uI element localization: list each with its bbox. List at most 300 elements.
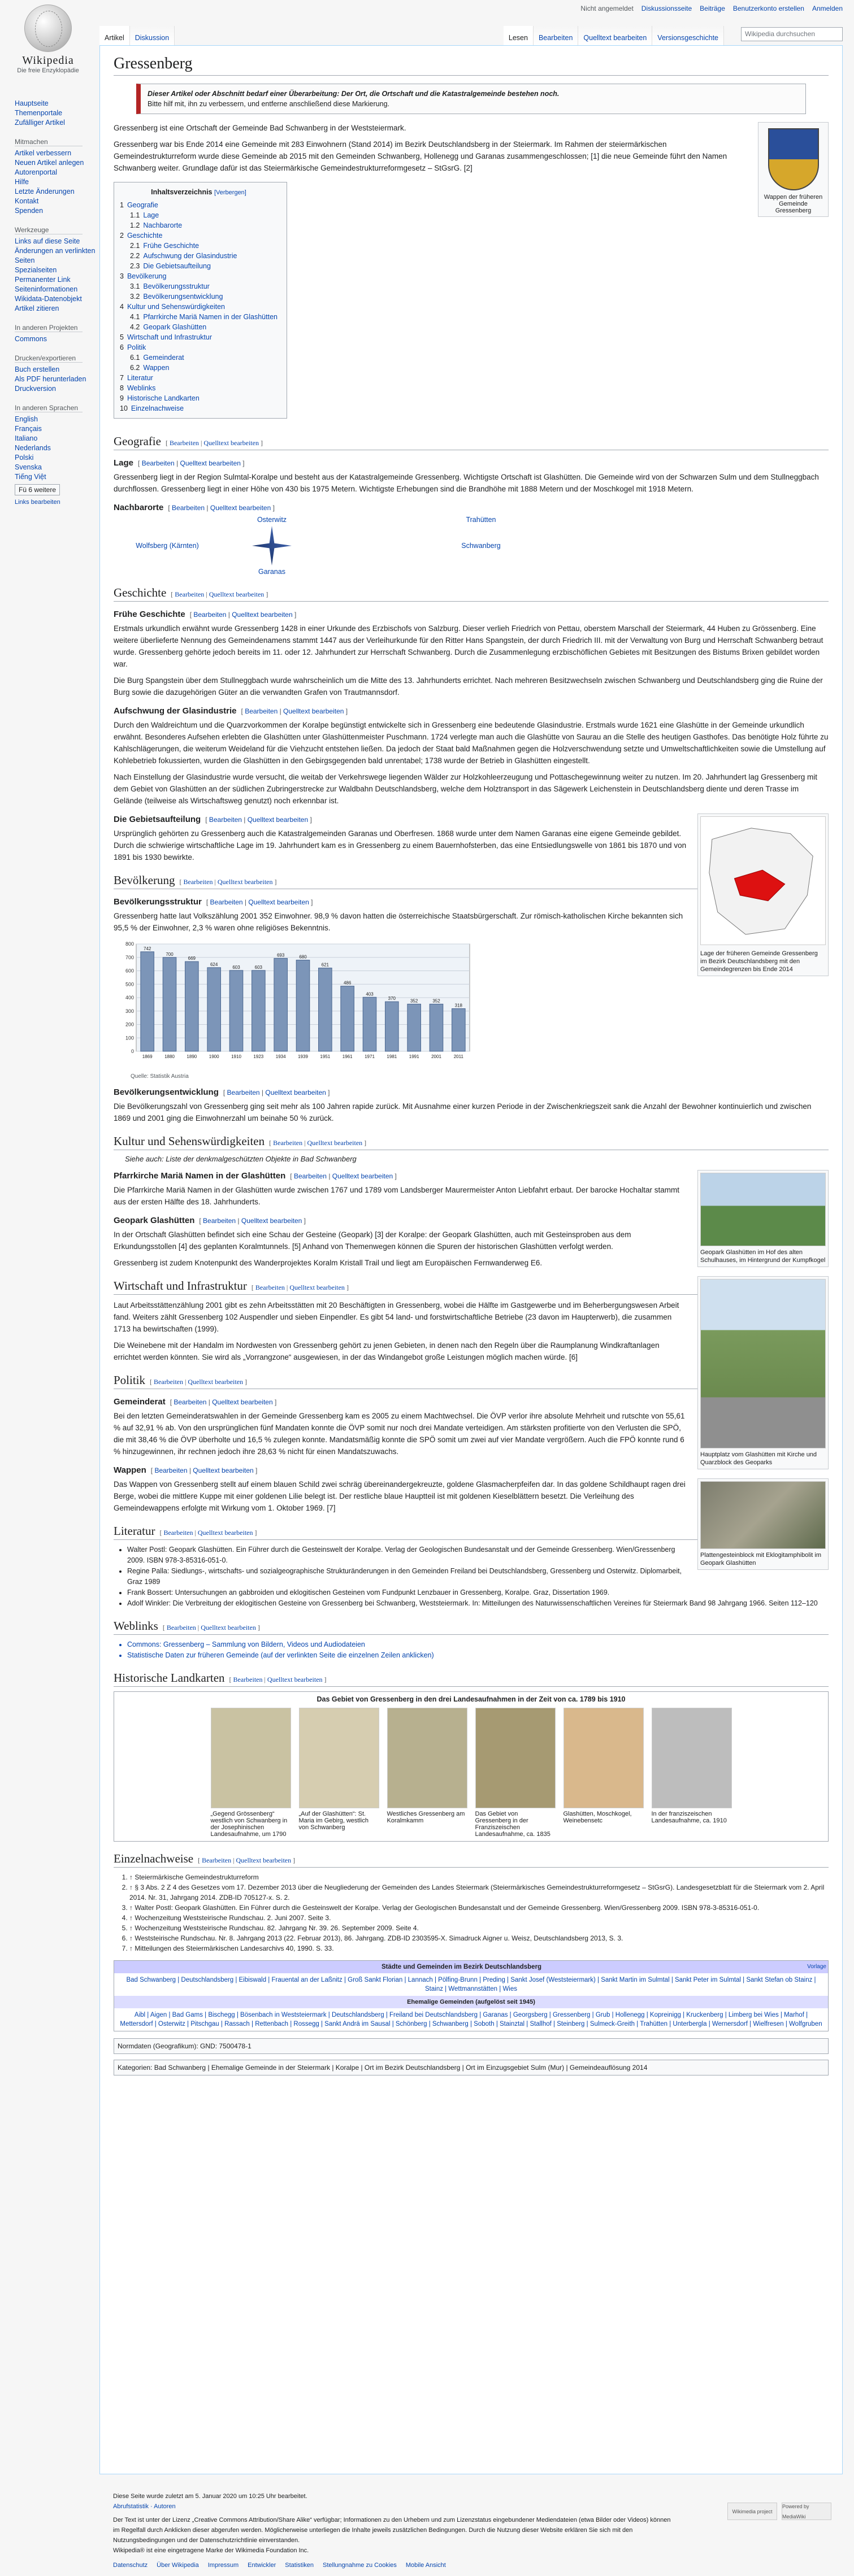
- toc-item[interactable]: [120, 200, 278, 210]
- logo-tagline: Die freie Enzyklopädie: [17, 67, 79, 74]
- sidebar-item-commons[interactable]: Commons: [15, 335, 47, 343]
- tab-edit-source[interactable]: Quelltext bearbeiten: [578, 26, 652, 45]
- heading-text: Pfarrkirche Mariä Namen in der Glashütten: [114, 1171, 286, 1181]
- sidebar-lang-pl[interactable]: Polski: [15, 454, 34, 462]
- section-edit-links: [ Bearbeiten | Quelltext bearbeiten ]: [205, 816, 312, 824]
- footer: [99, 2486, 843, 2576]
- edit-source-link[interactable]: Quelltext bearbeiten: [188, 1378, 244, 1386]
- sidebar-item[interactable]: Kontakt: [15, 197, 39, 205]
- literature-item: • Frank Bossert: Untersuchungen an gabbroiden und eklogitischen Gesteinen vom Fundpunkt Lenzbauer in Gressenberg, Koralpe. Graz, Dissertation 1969.: [127, 1587, 829, 1598]
- heading-geografie: [114, 434, 829, 450]
- intro-paragraph-1: Gressenberg ist eine Ortschaft der Gemeinde Bad Schwanberg in der Weststeiermark.: [114, 124, 406, 132]
- toc-number: 4: [120, 303, 124, 311]
- footer-link[interactable]: Impressum: [207, 2562, 239, 2569]
- toc-number: 4.2: [130, 323, 140, 331]
- y-tick-label: 600: [125, 968, 134, 974]
- sidebar-item[interactable]: Seiteninformationen: [15, 285, 78, 293]
- x-tick-label: 2001: [431, 1054, 441, 1059]
- sidebar-lang-sv[interactable]: Svenska: [15, 463, 42, 471]
- edit-source-link[interactable]: Quelltext bearbeiten: [267, 1676, 323, 1683]
- tab-article[interactable]: Artikel: [99, 26, 130, 45]
- toc-label[interactable]: Geopark Glashütten: [143, 323, 207, 331]
- data-label: 693: [276, 952, 285, 958]
- edit-source-link[interactable]: Quelltext bearbeiten: [332, 1172, 393, 1180]
- navbox-edit-link[interactable]: Vorlage: [807, 1964, 826, 1970]
- edit-link[interactable]: Bearbeiten: [163, 1529, 193, 1537]
- toc-label[interactable]: Aufschwung der Glasindustrie: [143, 252, 237, 260]
- x-tick-label: 1981: [387, 1054, 397, 1059]
- y-tick-label: 300: [125, 1008, 134, 1014]
- sidebar-item[interactable]: Links auf diese Seite: [15, 237, 80, 245]
- edit-link[interactable]: Bearbeiten: [193, 611, 227, 619]
- y-tick-label: 0: [131, 1048, 134, 1054]
- section-edit-links: [ Bearbeiten | Quelltext bearbeiten ]: [162, 1624, 260, 1631]
- edit-source-link[interactable]: Quelltext bearbeiten: [209, 590, 265, 598]
- heading-lage: [114, 458, 829, 468]
- toc-list: [120, 200, 278, 414]
- data-label: 352: [410, 998, 418, 1004]
- x-tick-label: 1923: [253, 1054, 264, 1059]
- toc-item[interactable]: [120, 373, 278, 383]
- heading-glasindustrie: [114, 706, 829, 716]
- reference-item: 5. ↑ Wochenzeitung Weststeirische Rundschau. 82. Jahrgang Nr. 39. 26. September 2009. Seite 4.: [129, 1923, 829, 1933]
- data-label: 621: [321, 962, 330, 968]
- toc-item[interactable]: [120, 210, 278, 220]
- wirtschaft-paragraph: Laut Arbeitsstättenzählung 2001 gibt es zehn Arbeitsstätten mit 20 Beschäftigten in Gressenberg, wobei die Hälfte im Gastgewerbe und im Beherbergungswesen Arbeit fand. Weiters zählt Gressenberg 102 Auspendler und sieben Einpendler. Es gibt 54 land- und forstwirtschaftliche Betriebe (23 davon im Haupterwerb), die zusammen 1713 ha bewirtschaften (1999).: [114, 1301, 679, 1333]
- coat-of-arms-box: [758, 122, 829, 217]
- toc-toggle[interactable]: [Verbergen]: [214, 189, 246, 196]
- toc-label[interactable]: Bevölkerungsstruktur: [143, 282, 210, 290]
- footer-last-edit: Diese Seite wurde zuletzt am 5. Januar 2020 um 10:25 Uhr bearbeitet.: [113, 2493, 307, 2500]
- toc-number: 6.2: [130, 364, 140, 372]
- sidebar-lang-nl[interactable]: Nederlands: [15, 444, 51, 452]
- search-input[interactable]: Wikipedia durchsuchen: [741, 27, 843, 41]
- footer-link[interactable]: Entwickler: [248, 2562, 276, 2569]
- sidebar-item[interactable]: Artikel zitieren: [15, 304, 59, 312]
- edit-source-link[interactable]: Quelltext bearbeiten: [265, 1089, 326, 1096]
- heading-text: Kultur und Sehenswürdigkeiten: [114, 1134, 265, 1148]
- x-tick-label: 1951: [320, 1054, 331, 1059]
- data-label: 624: [210, 961, 218, 967]
- footer-links: [113, 2560, 829, 2570]
- x-tick-label: 1869: [142, 1054, 153, 1059]
- sidebar-item[interactable]: Änderungen an verlinkten Seiten: [15, 247, 96, 264]
- bar: [319, 968, 332, 1051]
- commons-link[interactable]: • Commons: Gressenberg – Sammlung von Bildern, Videos und Audiodateien: [127, 1639, 829, 1650]
- toc-label[interactable]: Frühe Geschichte: [143, 242, 200, 250]
- x-tick-label: 1961: [342, 1054, 353, 1059]
- section-edit-links: [ Bearbeiten | Quelltext bearbeiten ]: [179, 878, 277, 886]
- section-edit-links: [ Bearbeiten | Quelltext bearbeiten ]: [251, 1283, 349, 1291]
- sidebar-item-hauptseite[interactable]: Hauptseite: [15, 99, 49, 107]
- footer-link[interactable]: Über Wikipedia: [157, 2562, 199, 2569]
- heading-text: Geografie: [114, 434, 161, 448]
- edit-link[interactable]: Bearbeiten: [255, 1283, 285, 1291]
- x-tick-label: 1890: [187, 1054, 197, 1059]
- navbox-former-municipalities[interactable]: Aibl | Aigen | Bad Gams | Bischegg | Bösenbach in Weststeiermark | Deutschlandsberg | Freiland bei Deutschlandsberg | Garanas | Georgsberg | Gressenberg | Grub | Hollenegg | Kopreinigg | Kruckenberg | Limberg bei Wies | Marhof | Mettersdorf | Osterwitz | Pitschgau | Rassach | Rettenbach | Rossegg | Sankt Andrä im Sausal | Schönberg | Schwanberg | Soboth | Stainztal | Stallhof | Steinberg | Sulmeck-Greith | Trahütten | Unterbergla | Wernersdorf | Wielfresen | Wolfgruben: [120, 2012, 822, 2027]
- section-edit-links: [ Bearbeiten | Quelltext bearbeiten ]: [241, 707, 348, 715]
- heading-text: Lage: [114, 458, 134, 468]
- data-label: 669: [188, 956, 196, 961]
- statistics-link[interactable]: • Statistische Daten zur früheren Gemeinde (auf der verlinkten Seite die einzelnen Zeilen anklicken): [127, 1650, 829, 1661]
- edit-link[interactable]: Bearbeiten: [233, 1676, 263, 1683]
- toc-number: 2.1: [130, 242, 140, 250]
- neighbour-south[interactable]: Garanas: [258, 568, 285, 576]
- toc-item[interactable]: [120, 363, 278, 373]
- edit-source-link[interactable]: Quelltext bearbeiten: [212, 1398, 273, 1406]
- heading-text: Aufschwung der Glasindustrie: [114, 706, 237, 716]
- bar: [185, 961, 199, 1051]
- sidebar-lang-en[interactable]: English: [15, 415, 38, 423]
- bar: [363, 997, 376, 1051]
- literature-item: • Regine Palla: Siedlungs-, wirtschafts- und sozialgeographische Strukturänderungen in den Gemeinden Freiland bei Deutschlandsberg, Gressenberg und Osterwitz. Diplomarbeit, Graz 1989: [127, 1566, 829, 1587]
- edit-source-link[interactable]: Quelltext bearbeiten: [307, 1139, 363, 1147]
- heading-kultur: [114, 1134, 829, 1150]
- toc-label[interactable]: Literatur: [127, 374, 153, 382]
- toc-label[interactable]: Politik: [127, 343, 146, 351]
- toc-item[interactable]: [120, 251, 278, 261]
- gallery-caption: Das Gebiet von Gressenberg in den drei Landesaufnahmen in der Zeit von ca. 1789 bis 1910: [317, 1695, 626, 1703]
- toc-number: 7: [120, 374, 124, 382]
- sidebar-item[interactable]: Spenden: [15, 207, 44, 215]
- personal-tools: [580, 5, 843, 12]
- heading-text: Historische Landkarten: [114, 1671, 225, 1685]
- edit-link[interactable]: Bearbeiten: [154, 1467, 188, 1474]
- edit-source-link[interactable]: Quelltext bearbeiten: [210, 504, 271, 512]
- wappen-paragraph: Das Wappen von Gressenberg stellt auf einem blauen Schild zwei schräg übereinandergekreuzte, goldene Glasmacherpfeifen dar. In das goldene Schildhaupt ragen drei Berge, wobei die mittlere Kuppe mit einer goldenen Lilie belegt ist. Der restliche blaue Hauptteil ist mit goldenen Kieselblättern besetzt. Die Verleihung des Gemeindewappens erfolgte mit Wirkung vom 1. Oktober 1969. [7]: [114, 1480, 686, 1512]
- notice-line-2: Bitte hilf mit, ihn zu verbessern, und entferne anschließend diese Markierung.: [148, 100, 390, 108]
- bevoelkerungsentwicklung-paragraph: Die Bevölkerungszahl von Gressenberg ging seit mehr als 100 Jahren rapide zurück. Mit Ausnahme einer kurzen Periode in der Zwischenkriegszeit sank die Anzahl der Bewohner kontinuierlich und zwischen 1869 und 2001 ging die Einwohnerzahl um beinahe 50 % zurück.: [114, 1102, 812, 1122]
- bar: [274, 958, 288, 1051]
- toc-label[interactable]: Pfarrkirche Mariä Namen in der Glashütten: [143, 313, 278, 321]
- toc-label[interactable]: Bevölkerungsentwicklung: [143, 293, 223, 301]
- bar: [252, 971, 266, 1051]
- edit-link[interactable]: Bearbeiten: [227, 1089, 260, 1096]
- historic-map-image[interactable]: [299, 1708, 379, 1808]
- sidebar-item[interactable]: Permanenter Link: [15, 276, 71, 284]
- toc-number: 9: [120, 394, 124, 402]
- footer-link[interactable]: Mobile Ansicht: [405, 2562, 446, 2569]
- toc-item[interactable]: [120, 261, 278, 271]
- toc-label[interactable]: Bevölkerung: [127, 272, 167, 280]
- edit-links-link[interactable]: Links bearbeiten: [15, 499, 60, 506]
- coat-of-arms-caption: Wappen der früheren Gemeinde Gressenberg: [764, 194, 823, 214]
- data-label: 352: [432, 998, 440, 1004]
- edit-source-link[interactable]: Quelltext bearbeiten: [201, 1624, 256, 1631]
- toc-label[interactable]: Einzelnachweise: [131, 404, 184, 412]
- sidebar-item-random[interactable]: Zufälliger Artikel: [15, 119, 65, 127]
- toc-label[interactable]: Kultur und Sehenswürdigkeiten: [127, 303, 225, 311]
- navbox-subheading: Ehemalige Gemeinden (aufgelöst seit 1945): [114, 1996, 828, 2008]
- heading-text: Literatur: [114, 1524, 155, 1538]
- navbox-title: [114, 1961, 828, 1973]
- toc-label[interactable]: Nachbarorte: [143, 221, 183, 229]
- gallery-item: [652, 1708, 732, 1838]
- edit-link[interactable]: Bearbeiten: [175, 590, 205, 598]
- edit-source-link[interactable]: Quelltext bearbeiten: [203, 439, 259, 447]
- section-edit-links: [ Bearbeiten | Quelltext bearbeiten ]: [198, 1856, 296, 1864]
- historic-map-image[interactable]: [387, 1708, 467, 1808]
- heading-text: Wappen: [114, 1465, 146, 1475]
- church-figure: [697, 1170, 829, 1267]
- gallery-item-caption: In der franziszeischen Landesaufnahme, ca. 1910: [651, 1811, 727, 1824]
- sidebar-item[interactable]: Hilfe: [15, 178, 29, 186]
- toc-label[interactable]: Geografie: [127, 201, 158, 209]
- contributions-link[interactable]: Beiträge: [700, 5, 725, 12]
- toc-item[interactable]: [120, 342, 278, 353]
- edit-link[interactable]: Bearbeiten: [245, 707, 278, 715]
- sidebar-heading-drucken: Drucken/exportieren: [15, 354, 83, 363]
- toc-label[interactable]: Wappen: [143, 364, 170, 372]
- create-account-link[interactable]: Benutzerkonto erstellen: [732, 5, 804, 12]
- section-edit-links: [ Bearbeiten | Quelltext bearbeiten ]: [170, 1398, 277, 1406]
- section-edit-links: [ Bearbeiten | Quelltext bearbeiten ]: [171, 590, 268, 598]
- geopark-paragraph: In der Ortschaft Glashütten befindet sich eine Schau der Gesteine (Geopark) [3] der Koralpe: der Geopark Glashütten, auch mit Gesteinsproben aus dem Erkundungsstollen [4] des geplanten Koralmtunnels. [5] Anhand von Themenwegen können die Spuren der historischen Glashütten verfolgt werden.: [114, 1230, 631, 1251]
- sidebar-item[interactable]: Autorenportal: [15, 168, 58, 176]
- historic-map-image[interactable]: [475, 1708, 556, 1808]
- sidebar-heading-mitmachen: Mitmachen: [15, 138, 83, 146]
- category-links[interactable]: Kategorien: Bad Schwanberg | Ehemalige Gemeinde in der Steiermark | Koralpe | Ort im Bezirk Deutschlandsberg | Ort im Einzugsgebiet Sulm (Mur) | Gemeindeauflösung 2014: [114, 2060, 829, 2075]
- weblinks-list: [127, 1639, 829, 1661]
- sidebar-item[interactable]: Buch erstellen: [15, 365, 60, 373]
- heading-karten: [114, 1671, 829, 1687]
- edit-link[interactable]: Bearbeiten: [293, 1172, 327, 1180]
- more-languages-button[interactable]: Fü 6 weitere: [15, 484, 60, 495]
- toc-number: 2: [120, 232, 124, 240]
- toc-label[interactable]: Weblinks: [127, 384, 156, 392]
- references-list: [129, 1872, 829, 1953]
- edit-link[interactable]: Bearbeiten: [172, 504, 205, 512]
- heading-text: Gemeinderat: [114, 1397, 166, 1407]
- pfarrkirche-paragraph: Die Pfarrkirche Mariä Namen in der Glashütten wurde zwischen 1767 und 1789 vom Landsberger Maurermeister Anton Liebfahrt erbaut. Der barocke Hochaltar stammt aus der ersten Hälfte des 18. Jahrhunderts.: [114, 1186, 679, 1206]
- sidebar-lang-it[interactable]: Italiano: [15, 434, 38, 442]
- toc-item[interactable]: [120, 332, 278, 342]
- tab-read[interactable]: Lesen: [504, 26, 534, 45]
- navbox-municipalities[interactable]: Bad Schwanberg | Deutschlandsberg | Eibiswald | Frauental an der Laßnitz | Groß Sankt Florian | Lannach | Pölfing-Brunn | Preding | Sankt Josef (Weststeiermark) | Sankt Martin im Sulmtal | Sankt Peter im Sulmtal | Sankt Stefan ob Stainz | Stainz | Wettmannstätten | Wies: [126, 1977, 816, 1992]
- heading-fruehe-geschichte: [114, 610, 829, 619]
- toc-number: 5: [120, 333, 124, 341]
- heading-text: Einzelnachweise: [114, 1852, 194, 1865]
- church-caption: Geopark Glashütten im Hof des alten Schulhauses, im Hintergrund der Kumpfkogel: [700, 1249, 826, 1264]
- tab-history[interactable]: Versionsgeschichte: [652, 26, 724, 45]
- wikimedia-badge[interactable]: Wikimedia project: [727, 2503, 777, 2520]
- population-chart: [114, 938, 475, 1070]
- toc-label[interactable]: Gemeinderat: [143, 354, 184, 362]
- edit-source-link[interactable]: Quelltext bearbeiten: [193, 1467, 254, 1474]
- edit-source-link[interactable]: Quelltext bearbeiten: [248, 898, 309, 906]
- edit-link[interactable]: Bearbeiten: [174, 1398, 207, 1406]
- sidebar-item[interactable]: Als PDF herunterladen: [15, 375, 86, 383]
- gallery-item-caption: Das Gebiet von Gressenberg in der Franziszeischen Landesaufnahme, ca. 1835: [475, 1811, 550, 1838]
- historic-map-image[interactable]: [652, 1708, 732, 1808]
- sidebar-item[interactable]: Wikidata-Datenobjekt: [15, 295, 82, 303]
- edit-link[interactable]: Bearbeiten: [166, 1624, 196, 1631]
- edit-link[interactable]: Bearbeiten: [203, 1217, 236, 1225]
- sidebar-item-themenportale[interactable]: Themenportale: [15, 109, 63, 117]
- page-tabs: [99, 23, 854, 45]
- bar: [229, 971, 243, 1051]
- neighbour-west[interactable]: Wolfsberg (Kärnten): [136, 542, 199, 550]
- edit-link[interactable]: Bearbeiten: [183, 878, 213, 886]
- section-edit-links: [ Bearbeiten | Quelltext bearbeiten ]: [150, 1378, 248, 1386]
- toc-label[interactable]: Die Gebietsaufteilung: [143, 262, 211, 270]
- church-photo[interactable]: [700, 1173, 826, 1246]
- toc-item[interactable]: [120, 353, 278, 363]
- authority-control[interactable]: Normdaten (Geografikum): GND: 7500478-1: [114, 2038, 829, 2054]
- sidebar-item[interactable]: Neuen Artikel anlegen: [15, 159, 84, 167]
- toc-label[interactable]: Geschichte: [127, 232, 163, 240]
- footer-stats-link[interactable]: Abrufstatistik · Autoren: [113, 2503, 176, 2510]
- edit-source-link[interactable]: Quelltext bearbeiten: [232, 611, 293, 619]
- section-edit-links: [ Bearbeiten | Quelltext bearbeiten ]: [223, 1089, 330, 1096]
- sidebar-heading-projekte: In anderen Projekten: [15, 324, 83, 332]
- y-tick-label: 100: [125, 1035, 134, 1041]
- location-map-image[interactable]: [700, 816, 826, 945]
- edit-source-link[interactable]: Quelltext bearbeiten: [247, 816, 309, 824]
- footer-link[interactable]: Datenschutz: [113, 2562, 148, 2569]
- footer-link[interactable]: Stellungnahme zu Cookies: [323, 2562, 397, 2569]
- edit-link[interactable]: Bearbeiten: [209, 816, 242, 824]
- edit-link[interactable]: Bearbeiten: [141, 459, 175, 467]
- geopark-paragraph-2: Gressenberg ist zudem Knotenpunkt des Wanderprojektes Koralm Kristall Trail und liegt am Europäischen Fernwanderweg E6.: [114, 1259, 543, 1267]
- toc-label[interactable]: Wirtschaft und Infrastruktur: [127, 333, 213, 341]
- stone-caption: Hauptplatz vom Glashütten mit Kirche und Quarzblock des Geoparks: [700, 1451, 817, 1466]
- bar: [430, 1004, 443, 1051]
- stone-figure: [697, 1276, 829, 1469]
- toc-item[interactable]: [120, 302, 278, 312]
- y-tick-label: 500: [125, 981, 134, 987]
- neighbour-east[interactable]: Schwanberg: [461, 542, 501, 550]
- neighbours-compass: [125, 516, 829, 576]
- edit-source-link[interactable]: Quelltext bearbeiten: [236, 1856, 292, 1864]
- gallery-item-caption: Westliches Gressenberg am Koralmkamm: [387, 1811, 465, 1824]
- toc-item[interactable]: [120, 220, 278, 230]
- plate-photo[interactable]: [700, 1481, 826, 1549]
- gallery-item: [563, 1708, 644, 1838]
- sidebar-item[interactable]: Druckversion: [15, 385, 56, 393]
- intro-paragraph-2: Gressenberg war bis Ende 2014 eine Gemeinde mit 283 Einwohnern (Stand 2014) im Bezirk Deutschlandsberg in der Steiermark. Im Rahmen der steiermärkischen Gemeindestrukturreform wurde diese Gemeinde ab 2015 mit den Gemeinden Schwanberg, Hollenegg und Garanas zusammengeschlossen; [1] die neue Gemeinde führt den Namen Schwanberg weiter. Grundlage dafür ist das Steiermärkische Gemeindestrukturreformgesetz – StGsrG. [2]: [114, 140, 727, 172]
- tab-edit[interactable]: Bearbeiten: [534, 26, 578, 45]
- data-label: 403: [366, 991, 374, 997]
- sidebar-item[interactable]: Spezialseiten: [15, 266, 57, 274]
- edit-link[interactable]: Bearbeiten: [210, 898, 243, 906]
- data-label: 486: [343, 980, 352, 986]
- gallery-item-caption: Glashütten, Moschkogel, Weinebensetc: [563, 1811, 632, 1824]
- toc-label[interactable]: Historische Landkarten: [127, 394, 200, 402]
- section-edit-links: [ Bearbeiten | Quelltext bearbeiten ]: [150, 1467, 258, 1474]
- logo-wordmark: Wikipedia: [22, 54, 74, 67]
- neighbour-northeast[interactable]: Trahütten: [466, 516, 496, 524]
- maintenance-notice: [136, 84, 806, 114]
- edit-link[interactable]: Bearbeiten: [273, 1139, 303, 1147]
- toc-item[interactable]: [120, 271, 278, 281]
- glasindustrie-paragraph: Durch den Waldreichtum und die Quarzvorkommen der Koralpe begünstigt entwickelte sich in Gressenberg eine bedeutende Glasindustrie. Erstmals wurde 1621 eine Glashütte in der Gemeinde urkundlich erwähnt. Besonderes Aufsehen erlebten die Glashütten unter Glashüttenmeister Puschmann. 1724 verlegte man auch die Glashütte von Saurau an die Stelle des heutigen Gasthofes. Das benötigte Holz führte zu Kahlschlägerungen, die weiterum Weideland für die Viehzucht entstehen ließen. Da jedoch der Staat bald Maßnahmen gegen die Holzverschwendung setzte und Umweltschaftlichkeiten sowie die Umstellung auf Kohlebetrieb fokussierten, wurden die Glashütten in den Gebirgsgegenden bald unrentabel; 1738 wurde der Betrieb in Glashütten eingestellt.: [114, 721, 829, 765]
- sidebar-main-nav: [15, 99, 99, 128]
- bar: [207, 968, 221, 1051]
- gemeinderat-paragraph: Bei den letzten Gemeinderatswahlen in der Gemeinde Gressenberg kam es 2005 zu einem Machtwechsel. Die ÖVP verlor ihre absolute Mehrheit und rutschte von 55,61 % auf 32,91 % ab. Von den ursprünglichen fünf Mandaten konnte die ÖVP somit nur noch drei Mandate verteidigen. Am stärksten profitierte von den Verlusten die SPÖ, die mit 38,46 % die ÖVP überholte und 16,5 % zulegen konnte. Mandatsmäßig konnte die SPÖ somit um zwei auf vier Mandate vergrößern. Auch die FPÖ konnte rund 6 % hinzugewinnen, ihr rechnen jedoch ihre 28,63 % nicht für einen Mandatszuwachs.: [114, 1412, 685, 1456]
- reference-item: 6. ↑ Weststeirische Rundschau. Nr. 8. Jahrgang 2013 (22. Februar 2013), 86. Jahrgang. ZDB-ID 2303595-X. Simadruck Aigner u. Weisz, Deutschlandsberg 2013, S. 3.: [129, 1933, 829, 1943]
- fruehe-geschichte-paragraph: Erstmals urkundlich erwähnt wurde Gressenberg 1428 in einer Urkunde des Erzbischofs von Salzburg. Dieser verlieh Friedrich von Pettau, oberstem Marschall der Steiermark, 44 Huben zu Grössenberg. Eine weitere überlieferte Nennung des Gemeindenamens stammt 1447 aus der Verleihurkunde für den Ritter Hans Spangstein, der durch Friedrich III. mit der Verwaltung von Burg und Herrschaft Schwanberg betraut wurde. Gressenberg gehörte jedoch bereits im 11. oder 12. Jahrhundert zur Herrschaft Schwanberg. Durch die Zusammenlegung erzbischöflichen Gebietes mit Besitzungen des Bistums Brixen gebildet worden war.: [114, 624, 823, 668]
- sidebar-heading-sprachen: In anderen Sprachen: [15, 404, 83, 412]
- stone-photo[interactable]: [700, 1279, 826, 1448]
- toc-number: 1.1: [130, 211, 140, 219]
- see-also-hatnote[interactable]: Siehe auch: Liste der denkmalgeschützten Objekte in Bad Schwanberg: [125, 1155, 357, 1163]
- talk-link[interactable]: Diskussionsseite: [641, 5, 692, 12]
- reference-item: 4. ↑ Wochenzeitung Weststeirische Rundschau. 2. Juni 2007. Seite 3.: [129, 1913, 829, 1923]
- toc-label[interactable]: Lage: [143, 211, 159, 219]
- y-tick-label: 700: [125, 954, 134, 960]
- district-navbox: [114, 1960, 829, 2031]
- tab-discussion[interactable]: Diskussion: [130, 26, 175, 45]
- edit-source-link[interactable]: Quelltext bearbeiten: [283, 707, 344, 715]
- toc-item[interactable]: [120, 393, 278, 403]
- data-label: 603: [254, 964, 263, 970]
- toc-item[interactable]: [120, 230, 278, 241]
- section-edit-links: [ Bearbeiten | Quelltext bearbeiten ]: [229, 1676, 327, 1683]
- sidebar-lang-fr[interactable]: Français: [15, 425, 42, 433]
- toc-item[interactable]: [120, 383, 278, 393]
- page-title: Gressenberg: [114, 55, 829, 76]
- edit-source-link[interactable]: Quelltext bearbeiten: [241, 1217, 302, 1225]
- edit-source-link[interactable]: Quelltext bearbeiten: [180, 459, 241, 467]
- historic-map-image[interactable]: [211, 1708, 291, 1808]
- heading-text: Geopark Glashütten: [114, 1216, 195, 1225]
- sidebar-lang-vi[interactable]: Tiếng Việt: [15, 473, 46, 481]
- edit-link[interactable]: Bearbeiten: [154, 1378, 184, 1386]
- footer-link[interactable]: Statistiken: [285, 2562, 314, 2569]
- mediawiki-badge[interactable]: Powered by MediaWiki: [782, 2503, 831, 2520]
- coat-of-arms-icon[interactable]: [768, 128, 819, 190]
- wikipedia-logo[interactable]: [6, 5, 90, 89]
- neighbour-north[interactable]: Osterwitz: [257, 516, 287, 524]
- heading-text: Bevölkerung: [114, 873, 175, 887]
- edit-source-link[interactable]: Quelltext bearbeiten: [197, 1529, 253, 1537]
- bar: [141, 952, 154, 1051]
- toc-item[interactable]: [120, 312, 278, 322]
- bar: [385, 1002, 399, 1051]
- sidebar-item[interactable]: Letzte Änderungen: [15, 188, 75, 195]
- heading-text: Geschichte: [114, 586, 167, 599]
- data-label: 603: [232, 964, 240, 970]
- toc-number: 6: [120, 343, 124, 351]
- toc-item[interactable]: [120, 241, 278, 251]
- edit-link[interactable]: Bearbeiten: [169, 439, 199, 447]
- toc-item[interactable]: [120, 281, 278, 291]
- edit-source-link[interactable]: Quelltext bearbeiten: [289, 1283, 345, 1291]
- toc-item[interactable]: [120, 403, 278, 414]
- gallery-item-caption: „Auf der Glashütten“: St. Maria im Gebirg, westlich von Schwanberg: [298, 1811, 369, 1831]
- toc-item[interactable]: [120, 291, 278, 302]
- x-tick-label: 1971: [365, 1054, 375, 1059]
- bar: [408, 1004, 421, 1051]
- not-logged-in-text: Nicht angemeldet: [580, 5, 634, 12]
- edit-link[interactable]: Bearbeiten: [202, 1856, 232, 1864]
- literature-item: • Adolf Winkler: Die Verbreitung der eklogitischen Gesteine von Gressenberg bei Schwanberg, Weststeiermark. In: Mitteilungen des Naturwissenschaftlichen Vereines für Steiermark Band 98 Jahrgang 1966. Seiten 112–120: [127, 1598, 829, 1609]
- reference-item: 1. ↑ Steiermärkische Gemeindestrukturreform: [129, 1872, 829, 1882]
- article-content: [99, 45, 843, 2474]
- sidebar-item[interactable]: Artikel verbessern: [15, 149, 72, 157]
- login-link[interactable]: Anmelden: [812, 5, 843, 12]
- y-tick-label: 400: [125, 995, 134, 1000]
- plate-figure: [697, 1478, 829, 1570]
- glasindustrie-paragraph-2: Nach Einstellung der Glasindustrie wurde versucht, die weitab der Verkehrswege liegenden Wälder zur Holzkohleerzeugung und Pottaschegewinnung weiter zu nutzen. Im 20. Jahrhundert lag Gressenberg mit dem Gebiet von Glashütten an der südlichen Zubringerstrecke zur Waldbahn Deutschlandsberg, welche dem Holztransport in das Sägewerk Leichenstein in Deutschlandsberg diente und deren Trasse im Gelände (teilweise als Wirtschaftsweg genutzt) noch erkennbar ist.: [114, 773, 817, 805]
- historic-map-image[interactable]: [563, 1708, 644, 1808]
- heading-text: Die Gebietsaufteilung: [114, 815, 201, 824]
- toc-number: 1: [120, 201, 124, 209]
- toc-item[interactable]: [120, 322, 278, 332]
- edit-source-link[interactable]: Quelltext bearbeiten: [217, 878, 273, 886]
- navbox-title-text[interactable]: Städte und Gemeinden im Bezirk Deutschlandsberg: [381, 1964, 542, 1970]
